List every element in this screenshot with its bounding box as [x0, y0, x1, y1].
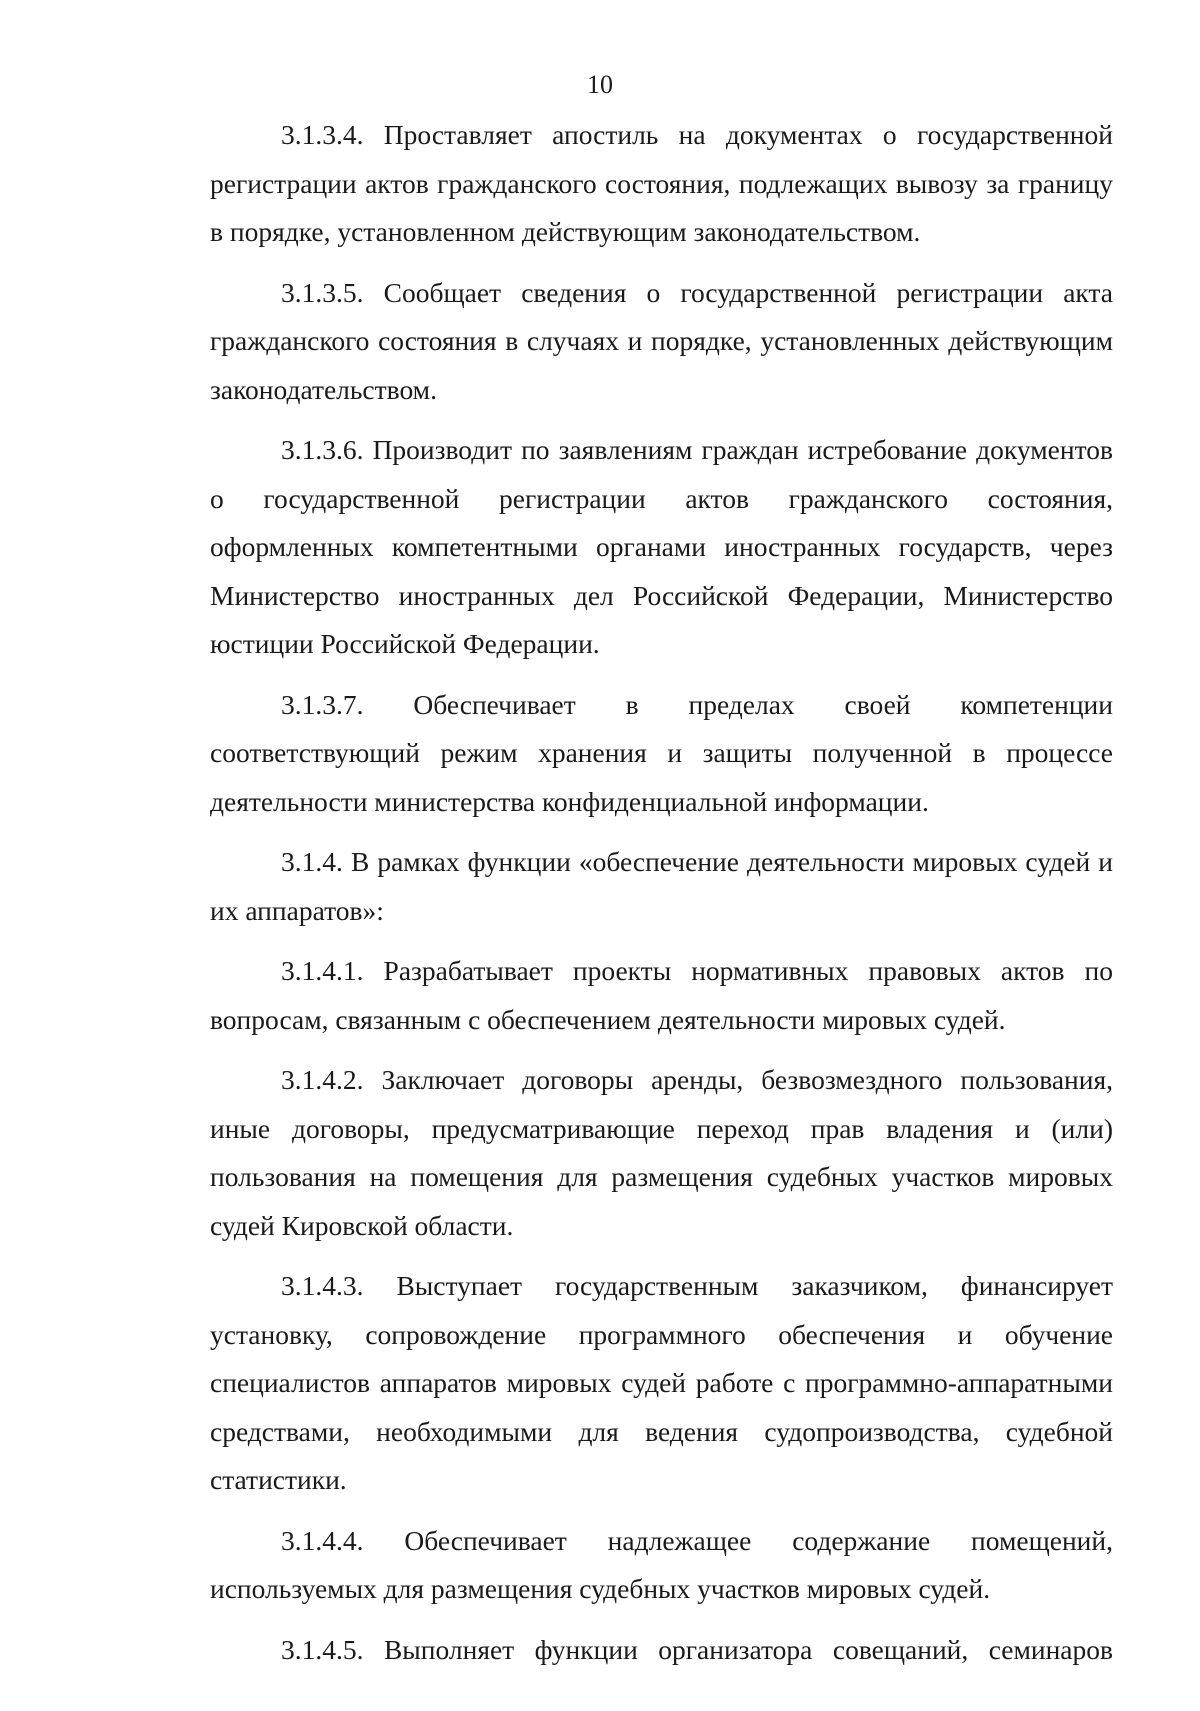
paragraph-3-1-3-6: 3.1.3.6. Производит по заявлениям граждан истребование документов о государственной регистрации актов гражданского состояния, оформленных компетентными органами иностранных государств, через Министерство иностранных дел Российской Федерации, Министерство юстиции Российской Федерации.	[210, 434, 1113, 659]
paragraph-3-1-4: 3.1.4. В рамках функции «обеспечение деятельности мировых судей и их аппаратов»:	[210, 846, 1113, 926]
paragraph-3-1-4-1: 3.1.4.1. Разрабатывает проекты нормативных правовых актов по вопросам, связанным с обеспечением деятельности мировых судей.	[210, 955, 1113, 1035]
paragraph-3-1-4-4: 3.1.4.4. Обеспечивает надлежащее содержание помещений, используемых для размещения судебных участков мировых судей.	[210, 1524, 1113, 1604]
page-number: 10	[587, 70, 613, 99]
document-body	[210, 111, 1113, 1674]
paragraph-3-1-3-5: 3.1.3.5. Сообщает сведения о государственной регистрации акта гражданского состояния в случаях и порядке, установленных действующим законодательством.	[210, 276, 1113, 405]
paragraph-3-1-4-2: 3.1.4.2. Заключает договоры аренды, безвозмездного пользования, иные договоры, предусматривающие переход прав владения и (или) пользования на помещения для размещения судебных участков мировых судей Кировской области.	[210, 1064, 1113, 1241]
paragraph-3-1-3-7: 3.1.3.7. Обеспечивает в пределах своей компетенции соответствующий режим хранения и защиты полученной в процессе деятельности министерства конфиденциальной информации.	[210, 688, 1113, 817]
paragraph-3-1-4-3: 3.1.4.3. Выступает государственным заказчиком, финансирует установку, сопровождение программного обеспечения и обучение специалистов аппаратов мировых судей работе с программно-аппаратными средствами, необходимыми для ведения судопроизводства, судебной статистики.	[210, 1270, 1113, 1495]
paragraph-3-1-3-4: 3.1.3.4. Проставляет апостиль на документах о государственной регистрации актов гражданского состояния, подлежащих вывозу за границу в порядке, установленном действующим законодательством.	[210, 119, 1113, 247]
paragraph-3-1-4-5: 3.1.4.5. Выполняет функции организатора совещаний, семинаров	[281, 1633, 1113, 1665]
